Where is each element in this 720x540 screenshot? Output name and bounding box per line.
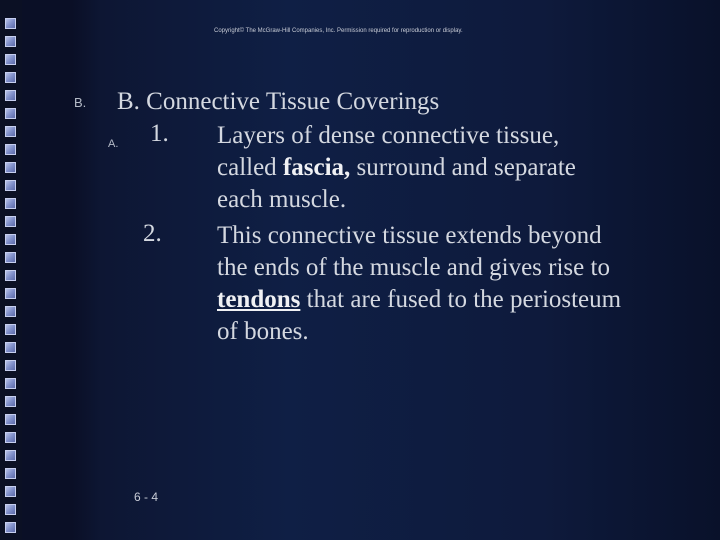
square-bullet-icon (5, 198, 16, 209)
item-2-line-2: the ends of the muscle and gives rise to (217, 254, 610, 281)
item-1-line-3: each muscle. (217, 186, 347, 213)
item-2-line-4: of bones. (217, 318, 309, 345)
square-bullet-icon (5, 54, 16, 65)
square-bullet-icon (5, 414, 16, 425)
square-bullet-icon (5, 360, 16, 371)
square-bullet-icon (5, 432, 16, 443)
item-number: 1. (150, 120, 169, 147)
square-bullet-icon (5, 342, 16, 353)
square-bullet-icon (5, 234, 16, 245)
square-bullet-icon (5, 396, 16, 407)
square-bullet-icon (5, 72, 16, 83)
square-bullet-icon (5, 216, 16, 227)
outline-marker-inner: A. (108, 138, 119, 150)
item-1-line-2 (217, 152, 576, 184)
square-bullet-icon (5, 450, 16, 461)
term-tendons: tendons (217, 286, 301, 313)
square-bullet-icon (5, 144, 16, 155)
outline-marker-outer: B. (74, 95, 87, 110)
item-1-line-1: Layers of dense connective tissue, (217, 122, 560, 149)
square-bullet-icon (5, 486, 16, 497)
square-bullet-icon (5, 306, 16, 317)
square-bullet-icon (5, 468, 16, 479)
slide-heading: B. Connective Tissue Coverings (117, 88, 440, 115)
square-bullet-icon (5, 252, 16, 263)
item-2-line-1: This connective tissue extends beyond (217, 222, 602, 249)
text-run: that are fused to the periosteum (300, 286, 622, 313)
square-bullet-icon (5, 324, 16, 335)
text-run: surround and separate (350, 154, 576, 181)
square-bullet-icon (5, 378, 16, 389)
item-2-line-3 (217, 284, 621, 316)
square-bullet-icon (5, 108, 16, 119)
text-run: called (217, 154, 283, 181)
term-fascia: fascia, (282, 154, 351, 181)
square-bullet-icon (5, 162, 16, 173)
page-number: 6 - 4 (134, 490, 159, 504)
decorative-sidebar (0, 0, 22, 540)
square-bullet-icon (5, 36, 16, 47)
square-bullet-icon (5, 126, 16, 137)
square-bullet-icon (5, 270, 16, 281)
copyright-notice: Copyright© The McGraw-Hill Companies, Inc. Permission required for reproduction or display. (214, 28, 463, 34)
square-bullet-icon (5, 18, 16, 29)
square-bullet-icon (5, 90, 16, 101)
square-bullet-icon (5, 522, 16, 533)
item-number: 2. (143, 220, 162, 247)
square-bullet-icon (5, 288, 16, 299)
square-bullet-icon (5, 180, 16, 191)
square-bullet-icon (5, 504, 16, 515)
